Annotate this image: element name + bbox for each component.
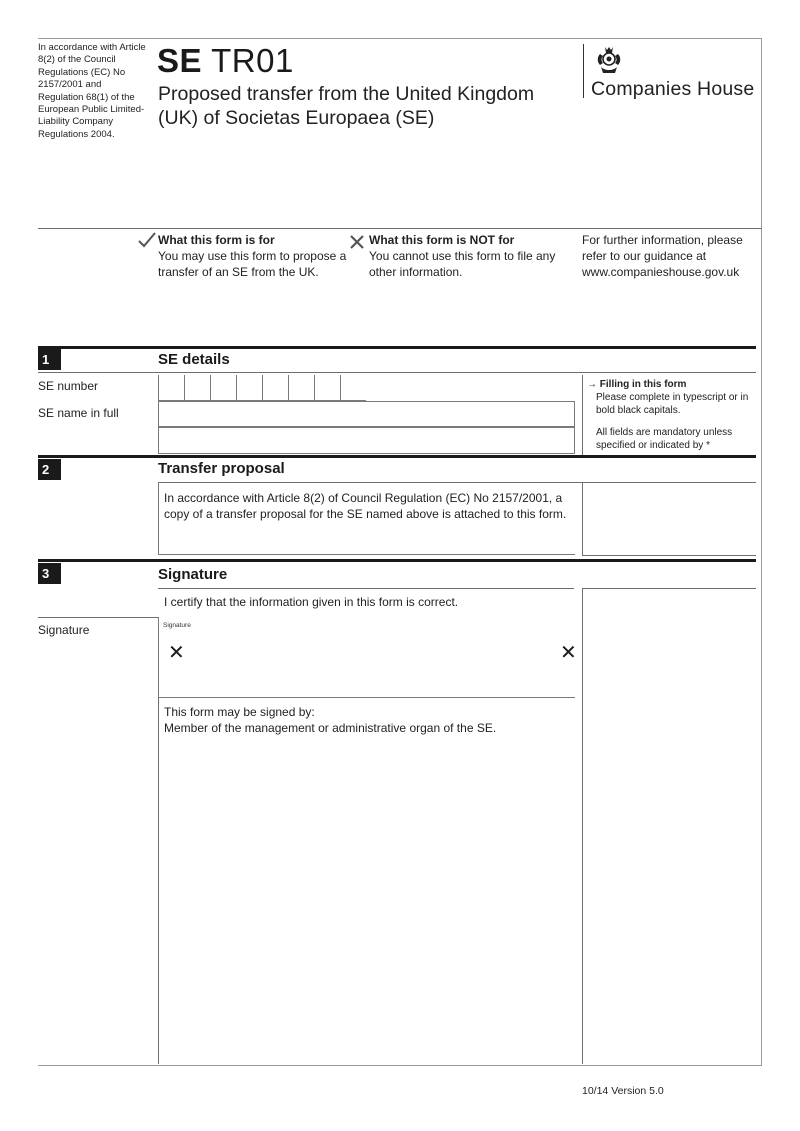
section-1-rule xyxy=(38,346,756,349)
section-3-number: 3 xyxy=(38,563,61,584)
section-2-number: 2 xyxy=(38,459,61,480)
section-3-side-rule xyxy=(582,588,756,589)
filling-guidance xyxy=(587,378,755,452)
se-number-cell[interactable] xyxy=(314,375,340,400)
se-number-cell[interactable] xyxy=(158,375,184,400)
se-number-cell[interactable] xyxy=(236,375,262,400)
form-purpose-heading: What this form is for xyxy=(158,233,275,247)
filling-heading-row xyxy=(587,378,755,391)
se-number-cell[interactable] xyxy=(262,375,288,400)
top-rule xyxy=(38,38,762,39)
signed-by-text: Member of the management or administrative organ of the SE. xyxy=(164,721,497,735)
se-name-input-line-1[interactable] xyxy=(158,401,575,427)
section-2-divider xyxy=(582,483,583,556)
further-info: For further information, please refer to our guidance at www.companieshouse.gov.uk xyxy=(582,233,743,279)
cross-icon xyxy=(349,234,365,255)
form-code-suffix: TR01 xyxy=(211,42,294,79)
brand-divider xyxy=(583,44,584,98)
se-number-cell[interactable] xyxy=(184,375,210,400)
se-number-label: SE number xyxy=(38,379,99,393)
form-not-purpose-heading: What this form is NOT for xyxy=(369,233,515,247)
sign-here-right-icon: ✕ xyxy=(560,642,577,664)
guidance-divider xyxy=(582,375,583,455)
form-code xyxy=(157,42,294,80)
form-purpose xyxy=(158,232,348,280)
signature-label: Signature xyxy=(38,623,90,637)
filling-text: Please complete in typescript or in bold black capitals. xyxy=(596,392,749,416)
section-2-rule xyxy=(38,455,756,458)
section-1-title: SE details xyxy=(158,351,230,368)
signature-box[interactable] xyxy=(158,617,575,698)
arrow-right-icon: → xyxy=(587,379,597,390)
signed-by-info xyxy=(164,704,569,736)
signed-by-heading: This form may be signed by: xyxy=(164,705,315,719)
form-not-purpose-text: You cannot use this form to file any other information. xyxy=(369,249,556,279)
section-2-title: Transfer proposal xyxy=(158,460,285,477)
section-3-rule xyxy=(38,559,756,562)
bottom-rule xyxy=(38,1065,762,1066)
form-purpose-text: You may use this form to propose a transfer of an SE from the UK. xyxy=(158,249,347,279)
filling-heading: Filling in this form xyxy=(599,379,687,390)
section-3-left-rule xyxy=(158,698,159,1064)
version-footer: 10/14 Version 5.0 xyxy=(582,1085,664,1097)
section-3-divider xyxy=(582,588,583,1064)
form-not-purpose xyxy=(369,232,569,280)
se-number-cell[interactable] xyxy=(210,375,236,400)
certify-text: I certify that the information given in this form is correct. xyxy=(164,595,459,609)
legal-note: In accordance with Article 8(2) of the Council Regulations (EC) No 2157/2001 and Regulation 68(1) of the European Public Limited-Liability Company Regulations 2004. xyxy=(38,42,146,140)
form-code-prefix: SE xyxy=(157,42,203,79)
se-number-cell[interactable] xyxy=(288,375,314,400)
transfer-proposal-text: In accordance with Article 8(2) of Council Regulation (EC) No 2157/2001, a copy of a transfer proposal for the SE named above is attached to this form. xyxy=(164,491,567,521)
info-top-rule xyxy=(38,228,762,229)
se-name-label: SE name in full xyxy=(38,406,119,420)
se-number-cell[interactable] xyxy=(340,375,366,400)
section-2-bottom-rule xyxy=(582,555,756,556)
form-title: Proposed transfer from the United Kingdom (UK) of Societas Europaea (SE) xyxy=(158,83,535,129)
right-rule xyxy=(761,38,762,1066)
section-3-title-rule xyxy=(158,588,574,589)
section-1-number: 1 xyxy=(38,349,61,370)
signature-box-label: Signature xyxy=(163,622,191,629)
section-3-title: Signature xyxy=(158,566,228,583)
royal-crest-icon xyxy=(591,44,627,78)
section-1-title-rule xyxy=(38,372,756,373)
check-icon xyxy=(138,232,156,253)
se-name-input-line-2[interactable] xyxy=(158,427,575,454)
brand-name: Companies House xyxy=(591,78,755,100)
mandatory-text: All fields are mandatory unless specified or indicated by * xyxy=(596,427,733,451)
sign-here-left-icon: ✕ xyxy=(168,642,185,664)
